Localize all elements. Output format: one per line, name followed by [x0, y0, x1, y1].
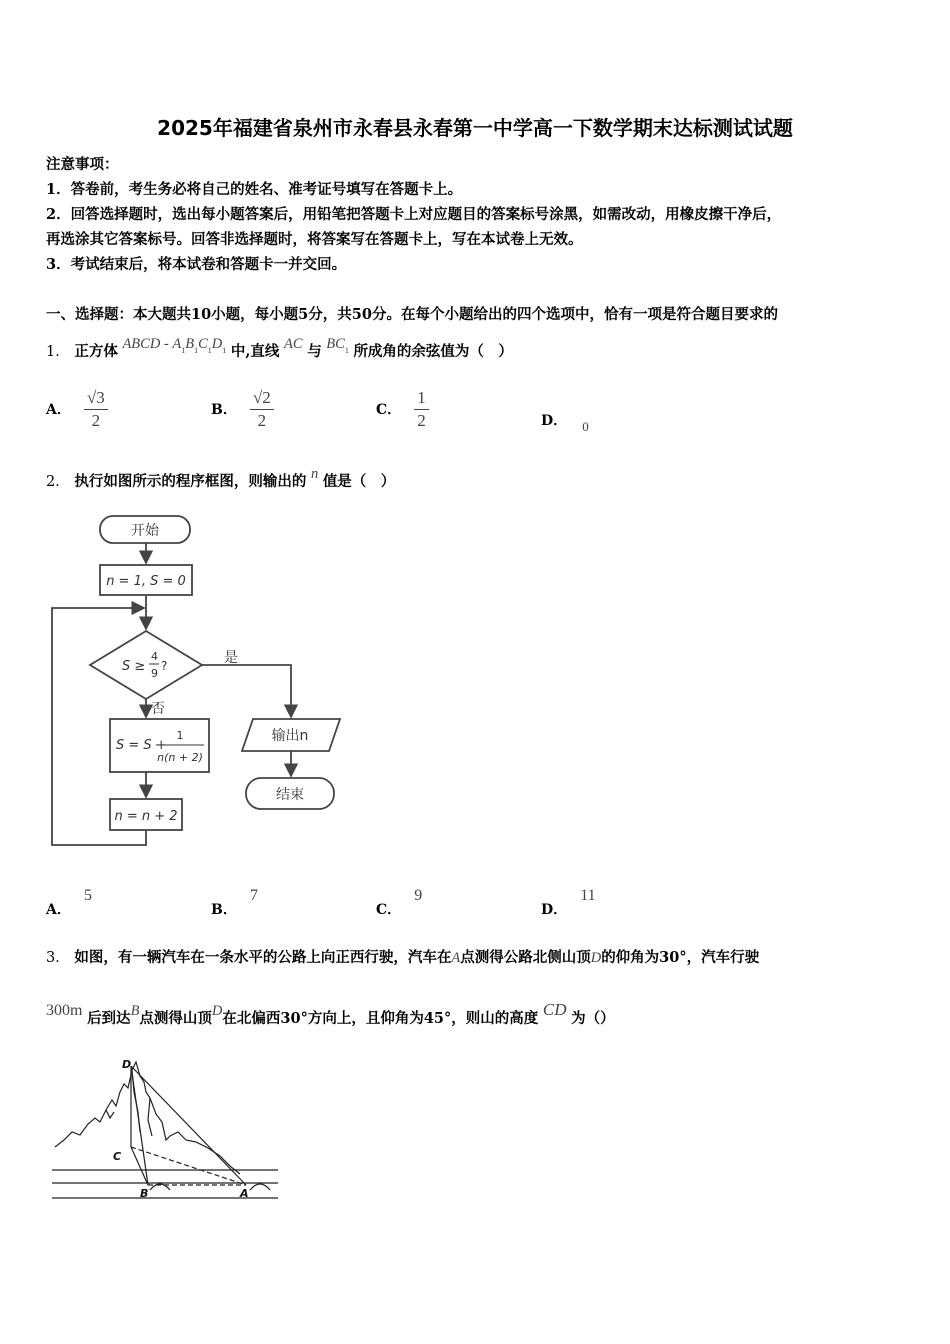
flow-update-s-label: S = S +: [116, 738, 167, 753]
notes-header: 注意事项：: [46, 156, 119, 173]
flow-cond-den: 9: [151, 667, 158, 680]
flow-start-label: 开始: [131, 523, 159, 539]
flow-end-label: 结束: [276, 787, 304, 803]
flow-init-label: n = 1, S = 0: [106, 574, 186, 589]
flow-condition-node: [90, 631, 202, 699]
flow-update-n-label: n = n + 2: [114, 809, 178, 824]
note-item: 再选涂其它答案标号。回答非选择题时，将答案写在答题卡上，写在本试卷上无效。: [46, 231, 583, 248]
q2-option-b[interactable]: B． 7: [211, 887, 258, 918]
q2-option-c[interactable]: C． 9: [376, 887, 423, 918]
page-title: 2025年福建省泉州市永春县永春第一中学高一下数学期末达标测试试题: [157, 116, 793, 140]
math-cube: ABCD - $A_1B_1C_1D_1$: [122, 336, 227, 355]
q2-option-a[interactable]: A． 5: [46, 887, 92, 918]
section-heading: 一、选择题：本大题共10小题，每小题5分，共50分。在每个小题给出的四个选项中，恰有一项是符合题目要求的: [46, 306, 778, 323]
flow-cond-q: ?: [161, 659, 168, 673]
mountain-outline: [55, 1062, 240, 1174]
point-d-label: D: [122, 1058, 132, 1071]
q2-option-d[interactable]: D． 11: [541, 887, 596, 918]
flow-output-label: 输出n: [271, 728, 309, 744]
note-item: 1．答卷前，考生务必将自己的姓名、准考证号填写在答题卡上。: [46, 181, 463, 198]
q1-option-b[interactable]: B． $\frac{√2}{2}$: [211, 387, 274, 432]
flow-cond-num: 4: [151, 650, 158, 663]
q1-option-c[interactable]: C． $\frac{1}{2}$: [376, 387, 429, 432]
point-a-label: A: [240, 1187, 249, 1200]
q1-option-d[interactable]: D． $_0$: [541, 413, 589, 434]
question-3-line-1: 3． 如图，有一辆汽车在一条水平的公路上向正西行驶，汽车在A点测得公路北侧山顶D的仰角为30°，汽车行驶: [46, 949, 760, 966]
flow-yes-label: 是: [224, 650, 238, 666]
question-2: 2． 执行如图所示的程序框图，则输出的 n 值是（ ）: [46, 466, 396, 490]
flow-update-num: 1: [176, 729, 184, 742]
line-ca: [131, 1147, 246, 1185]
point-c-label: C: [113, 1150, 122, 1163]
note-item: 2．回答选择题时，选出每小题答案后，用铅笔把答题卡上对应题目的答案标号涂黑，如需改动，用橡皮擦干净后，: [46, 206, 782, 223]
q1-option-a[interactable]: A． $\frac{√3}{2}$: [46, 387, 108, 432]
question-number: 1．: [46, 344, 70, 360]
flow-cond-s: S ≥: [122, 659, 146, 674]
note-item: 3．考试结束后，将本试卷和答题卡一并交回。: [46, 256, 347, 273]
question-1: 1． 正方体 ABCD - $A_1B_1C_1D_1$ 中,直线 AC 与 $BC_1$ 所成角的余弦值为（ ）: [46, 336, 513, 360]
flow-no-label: 否: [151, 701, 165, 717]
point-b-label: B: [140, 1187, 149, 1200]
mountain-figure: [50, 1052, 280, 1207]
flowchart: [40, 505, 350, 855]
line-da: [131, 1066, 246, 1185]
question-3-line-2: 300m 后到达B点测得山顶D在北偏西30°方向上，且仰角为45°，则山的高度 CD 为（）: [46, 1000, 615, 1027]
flow-update-den: n(n + 2): [157, 751, 203, 764]
